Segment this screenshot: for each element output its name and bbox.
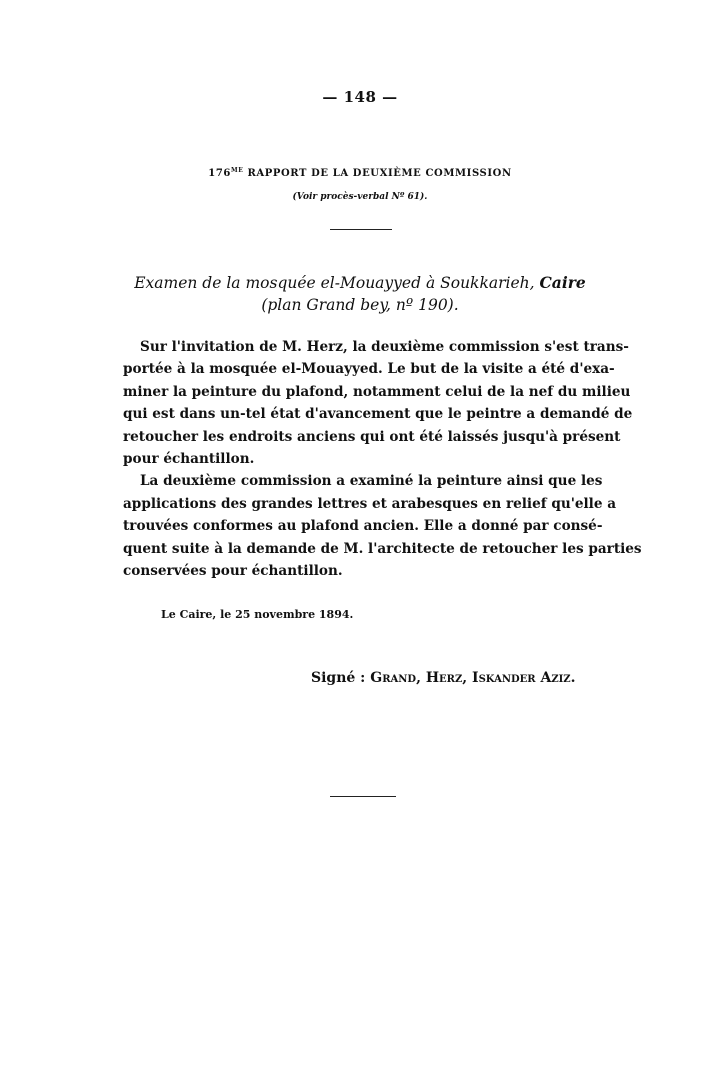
paragraph-1-line: Sur l'invitation de M. Herz, la deuxième commission s'est trans- xyxy=(140,339,629,355)
top-divider xyxy=(330,229,392,230)
paragraph-1-line: qui est dans un-tel état d'avancement que le peintre a demandé de xyxy=(123,406,633,423)
report-title-text: RAPPORT DE LA DEUXIÈME COMMISSION xyxy=(247,168,512,179)
subject-heading xyxy=(120,272,600,316)
body-text xyxy=(123,336,642,582)
subject-line-1-city: Caire xyxy=(539,273,586,292)
paragraph-1-line: retoucher les endroits anciens qui ont été laissés jusqu'à présent xyxy=(123,428,621,445)
paragraph-1-line: portée à la mosquée el-Mouayyed. Le but de la visite a été d'exa- xyxy=(123,361,615,378)
paragraph-2-line: conservées pour échantillon. xyxy=(123,563,343,580)
report-number: 176 xyxy=(208,168,231,179)
signature xyxy=(311,670,575,686)
paragraph-2-line: applications des grandes lettres et arabesques en relief qu'elle a xyxy=(123,495,617,512)
paragraph-2-line: trouvées conformes au plafond ancien. Elle a donné par consé- xyxy=(123,518,603,535)
paragraph-2 xyxy=(123,470,642,582)
paragraph-2-line: La deuxième commission a examiné la peinture ainsi que les xyxy=(140,473,603,490)
page-number: — 148 — xyxy=(322,88,398,106)
subject-line-1-text: Examen de la mosquée el-Mouayyed à Soukkarieh, xyxy=(134,274,540,292)
signature-prefix: Signé : xyxy=(311,670,371,686)
paragraph-1-line: pour échantillon. xyxy=(123,451,255,468)
report-reference: (Voir procès-verbal Nº 61). xyxy=(292,192,428,202)
paragraph-1 xyxy=(123,336,633,470)
bottom-divider xyxy=(330,796,396,797)
report-number-suffix: ME xyxy=(230,167,244,174)
signature-names: Grand, Herz, Iskander Aziz. xyxy=(370,670,576,686)
date-line: Le Caire, le 25 novembre 1894. xyxy=(161,608,354,621)
paragraph-2-line: quent suite à la demande de M. l'architecte de retoucher les parties xyxy=(123,540,642,557)
paragraph-1-line: miner la peinture du plafond, notamment celui de la nef du milieu xyxy=(123,383,631,400)
subject-line-2: (plan Grand bey, nº 190). xyxy=(261,296,459,314)
subject-line-1 xyxy=(120,272,600,294)
report-title xyxy=(0,168,720,179)
